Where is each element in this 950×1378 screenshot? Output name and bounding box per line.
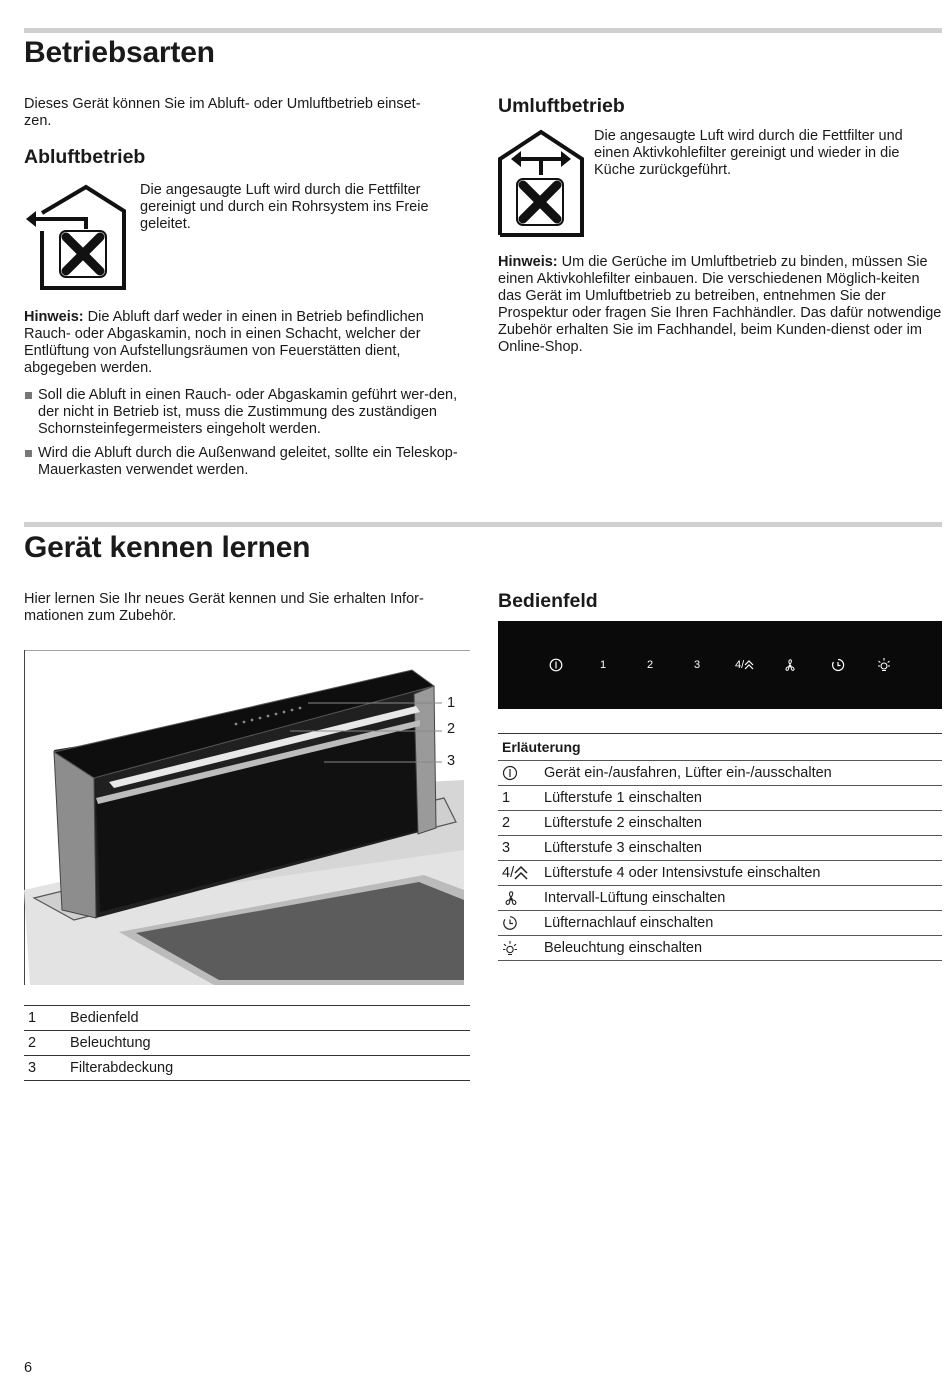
table-row — [498, 886, 942, 911]
list-item — [24, 445, 470, 479]
interval-fan-icon[interactable] — [783, 658, 797, 677]
callout-2: 2 — [447, 721, 456, 737]
row-symbol: 2 — [498, 811, 540, 836]
row-label: Gerät ein-/ausfahren, Lüfter ein-/ausschalten — [540, 761, 942, 786]
legend-num: 2 — [24, 1031, 66, 1056]
note-text: Die Abluft darf weder in einen in Betrieb befindlichen Rauch- oder Abgaskamin, noch in einen Schacht, welcher der Entlüftung von Aufstellungsräumen von Feuerstätten dient, abgegeben werden. — [24, 309, 424, 376]
umluft-description: Die angesaugte Luft wird durch die Fettfilter und einen Aktivkohlefilter gereinigt und wieder in die Küche zurückgeführt. — [594, 128, 903, 178]
table-row — [498, 811, 942, 836]
table-row — [498, 936, 942, 961]
legend-num: 1 — [24, 1006, 66, 1031]
table-row — [24, 1006, 470, 1031]
table-row — [498, 911, 942, 936]
fan-level-1-key[interactable]: 1 — [599, 659, 607, 671]
row-label: Beleuchtung einschalten — [540, 936, 942, 961]
row-symbol: 1 — [498, 786, 540, 811]
list-item — [24, 387, 470, 438]
heading-bedienfeld: Bedienfeld — [498, 590, 598, 612]
page-number: 6 — [24, 1360, 33, 1376]
timer-icon[interactable] — [831, 658, 845, 677]
light-icon — [498, 936, 540, 961]
house-exhaust-icon — [24, 183, 128, 293]
abluft-note — [24, 309, 470, 377]
row-label: Lüfterstufe 2 einschalten — [540, 811, 942, 836]
abluft-description: Die angesaugte Luft wird durch die Fettfilter gereinigt und durch ein Rohrsystem ins Freie geleitet. — [140, 182, 429, 232]
table-header-row — [498, 734, 942, 761]
row-label: Lüfterstufe 4 oder Intensivstufe einschalten — [540, 861, 942, 886]
table-row — [498, 836, 942, 861]
interval-fan-icon — [498, 886, 540, 911]
callout-3: 3 — [447, 753, 456, 769]
house-recirculation-icon — [497, 129, 587, 239]
page-title-geraet-kennen-lernen: Gerät kennen lernen — [24, 531, 311, 564]
legend-label: Beleuchtung — [66, 1031, 470, 1056]
bullet-text: Wird die Abluft durch die Außenwand geleitet, sollte ein Teleskop-Mauerkasten verwendet werden. — [38, 445, 458, 478]
heading-umluftbetrieb: Umluftbetrieb — [498, 95, 625, 117]
note-label: Hinweis: — [24, 309, 84, 325]
row-label: Lüfterstufe 3 einschalten — [540, 836, 942, 861]
power-icon[interactable] — [549, 658, 563, 677]
table-header: Erläuterung — [498, 734, 942, 761]
umluft-note — [498, 254, 942, 356]
intensive-icon — [744, 659, 754, 671]
table-row — [498, 761, 942, 786]
legend-label: Bedienfeld — [66, 1006, 470, 1031]
controls-explanation-table — [498, 733, 942, 961]
heading-abluftbetrieb: Abluftbetrieb — [24, 146, 146, 168]
intro-text-2: Hier lernen Sie Ihr neues Gerät kennen und Sie erhalten Infor- mationen zum Zubehör. — [24, 591, 424, 624]
table-row — [498, 786, 942, 811]
fan-level-2-key[interactable]: 2 — [646, 659, 654, 671]
legend-num: 3 — [24, 1056, 66, 1081]
intensive-key-label: 4/ — [735, 659, 745, 671]
table-row — [498, 861, 942, 886]
timer-icon — [498, 911, 540, 936]
section-rule — [24, 522, 942, 527]
parts-legend-table — [24, 1005, 470, 1081]
row-symbol: 3 — [498, 836, 540, 861]
row-label: Lüfternachlauf einschalten — [540, 911, 942, 936]
callout-1: 1 — [447, 695, 456, 711]
note-label: Hinweis: — [498, 254, 558, 270]
intensive-key[interactable] — [735, 659, 754, 671]
power-icon — [498, 761, 540, 786]
bullet-text: Soll die Abluft in einen Rauch- oder Abgaskamin geführt wer-den, der nicht in Betrieb ist, muss die Zustimmung des zuständigen Schornsteinfegermeisters eingeholt werden. — [38, 387, 458, 437]
row-label: Lüfterstufe 1 einschalten — [540, 786, 942, 811]
intro-text: Dieses Gerät können Sie im Abluft- oder Umluftbetrieb einset- zen. — [24, 96, 421, 129]
row-label: Intervall-Lüftung einschalten — [540, 886, 942, 911]
table-row — [24, 1056, 470, 1081]
device-illustration — [24, 650, 470, 985]
control-panel — [498, 621, 942, 709]
light-icon[interactable] — [877, 657, 891, 678]
row-symbol: 4/ — [502, 865, 515, 881]
section-rule — [24, 28, 942, 33]
table-row — [24, 1031, 470, 1056]
intensive-icon — [498, 861, 540, 886]
note-text: Um die Gerüche im Umluftbetrieb zu binden, müssen Sie einen Aktivkohlefilter einbauen. Die verschiedenen Möglich-keiten das Gerät im Umluftbetrieb zu betreiben, entnehmen Sie der Prospektur oder fragen Sie Ihren Fachhändler. Das dafür notwendige Zubehör erhalten Sie im Fachhandel, beim Kunden-dienst oder im Online-Shop. — [498, 254, 942, 355]
legend-label: Filterabdeckung — [66, 1056, 470, 1081]
page-title-betriebsarten: Betriebsarten — [24, 36, 215, 69]
fan-level-3-key[interactable]: 3 — [693, 659, 701, 671]
